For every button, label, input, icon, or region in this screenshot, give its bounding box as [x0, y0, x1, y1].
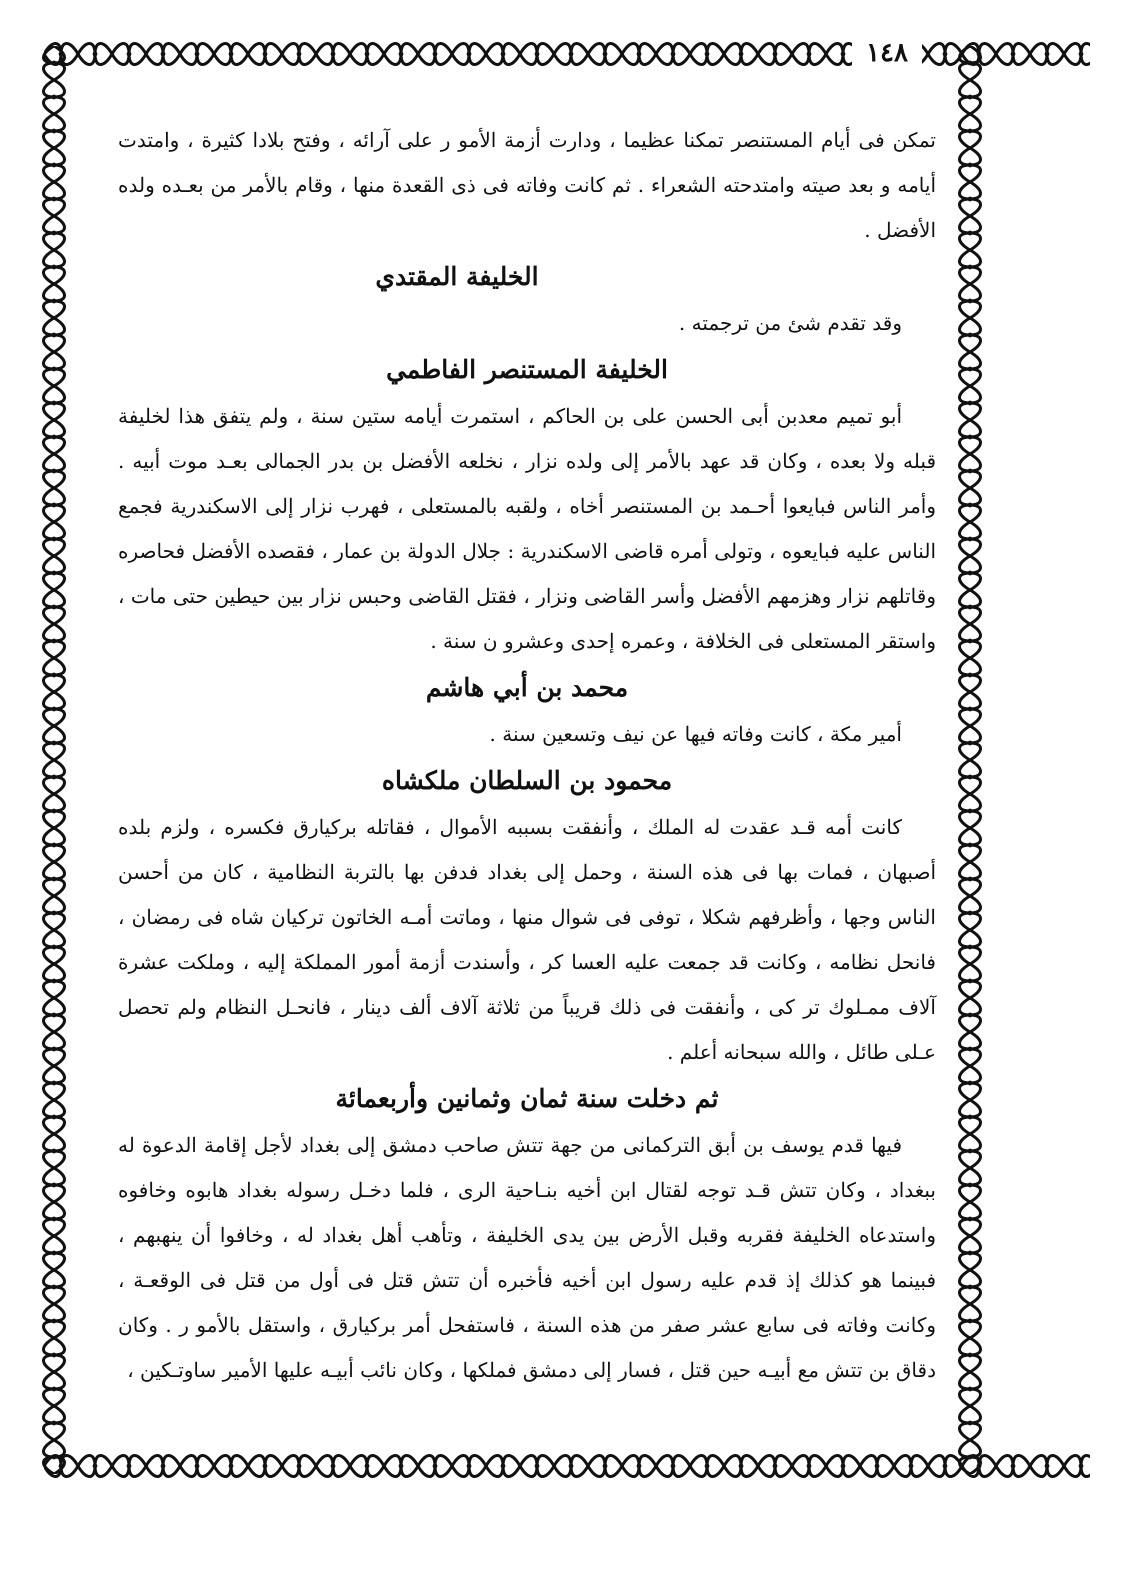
- paragraph-mahmud-ibn-malikshah: كانت أمه قـد عقدت له الملك ، وأنفقت بسببه الأموال ، فقاتله بركيارق فكسره ، ولزم بلده أصبهان ، فمات بها فى هذه السنة ، وحمل إلى بغداد فدفن بها بالتربة النظامية ، كان من أحسن الناس وجها ، وأظرفهم شكلا ، توفى فى شوال منها ، وماتت أمـه الخاتون تركيان شاه فى رمضان ، فانحل نظامه ، وكانت قد جمعت عليه العسا كر ، وأسندت أزمة أمور المملكة إليه ، وملكت عشرة آلاف ممـلوك تر كى ، وأنفقت فى ذلك قريباً من ثلاثة آلاف ألف دينار ، فانحـل النظام ولم تحصل عـلى طائل ، والله سبحانه أعلم .: [118, 815, 936, 1064]
- heading-year-488: ثم دخلت سنة ثمان وثمانين وأربعمائة: [335, 1084, 719, 1113]
- paragraph-year-488: فيها قدم يوسف بن أبق التركمانى من جهة تتش صاحب دمشق إلى بغداد لأجل إقامة الدعوة له ببغداد ، وكان تتش قـد توجه لقتال ابن أخيه بنـاحية الرى ، فلما دخـل رسوله بغداد هابوه وخافوه واستدعاه الخليفة فقربه وقبل الأرض بين يدى الخليفة ، وتأهب أهل بغداد له ، وخافوا أن ينهبهم ، فبينما هو كذلك إذ قدم عليه رسول ابن أخيه فأخبره أن تتش قتل فى أول من قتل فى الوقعـة ، وكانت وفاته فى سابع عشر صفر من هذه السنة ، فاستفحل أمر بركيارق ، واستقل بالأمو ر . وكان دقاق بن تتش مع أبيـه حين قتل ، فسار إلى دمشق فملكها ، وكان نائب أبيـه عليها الأمير ساوتـكين ،: [118, 1133, 936, 1382]
- heading-caliph-mustansir: الخليفة المستنصر الفاطمي: [386, 355, 668, 384]
- page-number: ١٤٨: [852, 36, 922, 70]
- heading-caliph-muqtadi: الخليفة المقتدي: [375, 262, 539, 291]
- ornamental-border-right: [950, 46, 990, 1474]
- page-body: [118, 118, 936, 1438]
- ornamental-border-top: [44, 38, 1090, 70]
- heading-muhammad-ibn-abi-hashim: محمد بن أبي هاشم: [425, 673, 629, 702]
- paragraph-muhammad-ibn-abi-hashim: أمير مكة ، كانت وفاته فيها عن نيف وتسعين سنة .: [489, 722, 902, 746]
- ornamental-border-left: [34, 46, 74, 1474]
- paragraph-mustansir: أبو تميم معدبن أبى الحسن على بن الحاكم ، استمرت أيامه ستين سنة ، ولم يتفق هذا لخليفة قبله ولا بعده ، وكان قد عهد بالأمر إلى ولده نزار ، نخلعه الأفضل بن بدر الجمالى بعـد موت أبيه . وأمر الناس فبايعوا أحـمد بن المستنصر أخاه ، ولقبه بالمستعلى ، فهرب نزار إلى الاسكندرية فجمع الناس عليه فبايعوه ، وتولى أمره قاضى الاسكندرية : جلال الدولة بن عمار ، فقصده الأفضل فحاصره وقاتلهم نزار وهزمهم الأفضل وأسر القاضى ونزار ، فقتل القاضى وحبس نزار بين حيطين حتى مات ، واستقر المستعلى فى الخلافة ، وعمره إحدى وعشرو ن سنة .: [118, 404, 936, 653]
- paragraph-muqtadi: وقد تقدم شئ من ترجمته .: [678, 311, 902, 335]
- paragraph-intro: تمكن فى أيام المستنصر تمكنا عظيما ، ودارت أزمة الأمو ر على آرائه ، وفتح بلادا كثيرة ، وامتدت أيامه و بعد صيته وامتدحته الشعراء . ثم كانت وفاته فى ذى القعدة منها ، وقام بالأمر من بعـده ولده الأفضل .: [118, 128, 936, 242]
- heading-mahmud-ibn-malikshah: محمود بن السلطان ملكشاه: [381, 766, 673, 795]
- ornamental-border-bottom: [44, 1450, 1090, 1482]
